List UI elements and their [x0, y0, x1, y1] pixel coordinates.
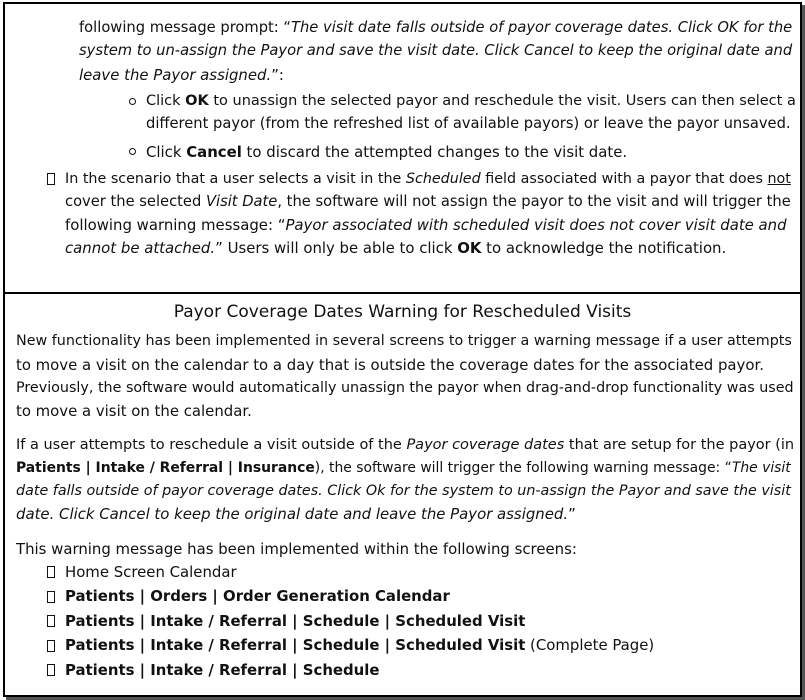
scenario-line: cover the selected Visit Date, the software will not assign the payor to the visit and will trigger the [65, 193, 791, 210]
circle-bullet-icon [129, 148, 136, 155]
section-heading: Payor Coverage Dates Warning for Rescheduled Visits [173, 302, 632, 322]
paragraph-line: date falls outside of payor coverage dates. Click Ok for the system to un-assign the Payor and save the visit [16, 483, 791, 499]
paragraph-line: This warning message has been implemented within the following screens: [16, 540, 577, 558]
sub-bullet-ok-cont: different payor (from the refreshed list of available payors) or leave the payor unsaved. [146, 115, 791, 132]
square-bullet-icon [47, 173, 55, 185]
scenario-line: In the scenario that a user selects a visit in the Scheduled field associated with a payor that does not [65, 171, 791, 187]
intro-line: leave the Payor assigned.”: [79, 66, 284, 84]
paragraph-line: date. Click Cancel to keep the original date and leave the Payor assigned.” [16, 505, 576, 523]
paragraph-line: to move a visit on the calendar to a day that is outside the coverage dates for the associated payor. [16, 356, 764, 374]
sub-bullet-ok: Click OK to unassign the selected payor and reschedule the visit. Users can then select a [146, 93, 796, 109]
square-bullet-icon [47, 566, 55, 578]
screen-item: Patients | Intake / Referral | Schedule | Scheduled Visit [65, 612, 526, 630]
paragraph-line: Previously, the software would automatically unassign the payor when drag-and-drop functionality was used [16, 380, 794, 396]
paragraph-line: Patients | Intake / Referral | Insurance), the software will trigger the following warning message: “The visit [16, 460, 791, 476]
intro-line: system to un-assign the Payor and save the visit date. Click Cancel to keep the original date and [79, 42, 793, 59]
scenario-line: following warning message: “Payor associated with scheduled visit does not cover visit date and [65, 216, 787, 234]
document-frame [3, 2, 802, 697]
screen-item: Patients | Intake / Referral | Schedule | Scheduled Visit (Complete Page) [65, 636, 655, 654]
intro-line: following message prompt: “The visit date falls outside of payor coverage dates. Click OK for the [79, 19, 793, 36]
screen-item: Patients | Intake / Referral | Schedule [65, 661, 380, 679]
paragraph-line: If a user attempts to reschedule a visit outside of the Payor coverage dates that are setup for the payor (in [16, 437, 795, 453]
sub-bullet-cancel: Click Cancel to discard the attempted changes to the visit date. [146, 143, 628, 161]
paragraph-line: to move a visit on the calendar. [16, 402, 252, 420]
screen-item: Home Screen Calendar [65, 563, 237, 581]
scenario-line: cannot be attached.” Users will only be able to click OK to acknowledge the notification. [65, 239, 727, 257]
square-bullet-icon [47, 591, 55, 603]
top-box [5, 4, 800, 294]
square-bullet-icon [47, 640, 55, 652]
screen-item: Patients | Orders | Order Generation Calendar [65, 587, 450, 605]
square-bullet-icon [47, 615, 55, 627]
circle-bullet-icon [129, 98, 136, 105]
square-bullet-icon [47, 664, 55, 676]
paragraph-line: New functionality has been implemented in several screens to trigger a warning message if a user attempts [16, 333, 792, 349]
